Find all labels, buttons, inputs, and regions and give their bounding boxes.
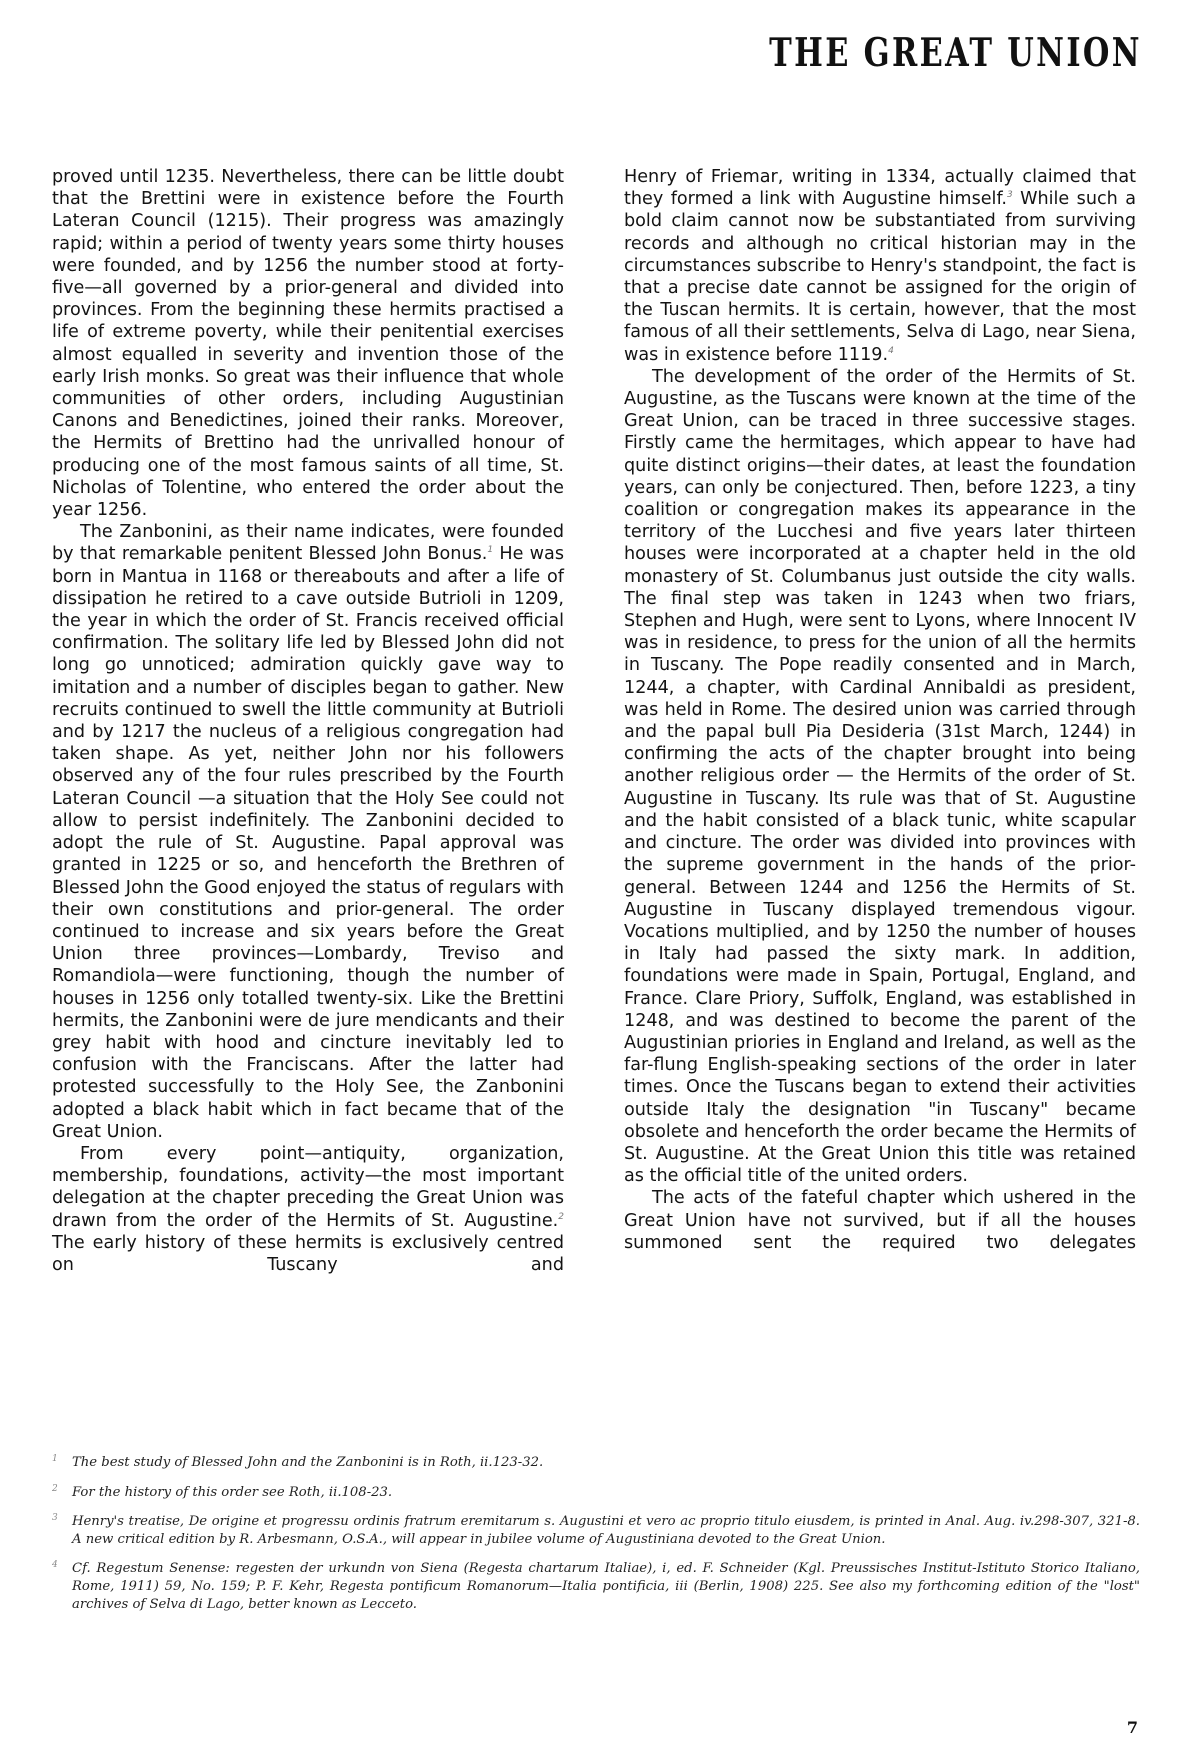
paragraph-text: The acts of the fateful chapter which ushered in the Great Union have not survived, but if all the houses summoned sent the required two delegates — [624, 1188, 1136, 1253]
footnote — [52, 1560, 1140, 1613]
footnote-text: For the history of this order see Roth, ii.108-23. — [72, 1484, 393, 1500]
footnote — [52, 1454, 1140, 1472]
footnote — [52, 1484, 1140, 1502]
footnote-mark: 1 — [52, 1454, 58, 1464]
footnote-text: Cf. Regestum Senense: regesten der urkundn von Siena (Regesta chartarum Italiae), i, ed. F. Schneider (Kgl. Preussisches Institut-Istituto Storico Italiano, Rome, 1911) 59, No. 159; P. F. Kehr, Regesta pontificum Romanorum—Italia pontificia, iii (Berlin, 1908) 225. See also my forthcoming edition of the "lost" archives of Selva di Lago, better known as Lecceto. — [72, 1561, 1140, 1612]
footnote-mark: 2 — [52, 1483, 58, 1494]
footnote-reference: 4 — [888, 345, 894, 356]
paragraph — [52, 166, 564, 521]
paragraph-text: While such a bold claim cannot now be substantiated from surviving records and although no critical historian may in the circumstances subscribe to Henry's standpoint, the fact is that a precise date cannot be assigned for the origin of the Tuscan hermits. It is certain, however, that the most famous of all their settlements, Selva di Lago, near Siena, was in existence before 1119. — [624, 189, 1136, 365]
paragraph — [52, 1143, 564, 1276]
footnote-reference: 2 — [558, 1211, 564, 1222]
paragraph — [624, 166, 1136, 366]
footnote-mark: 4 — [52, 1560, 58, 1571]
footnote-text: Henry's treatise, De origine et progressu ordinis fratrum eremitarum s. Augustini et vero ac proprio titulo eiusdem, is printed in Anal. Aug. iv.298-307, 321-8. A new critical edition by R. Arbesmann, O.S.A., will appear in jubilee volume of Augustiniana devoted to the Great Union. — [72, 1514, 1140, 1547]
paragraph-text: The development of the order of the Hermits of St. Augustine, as the Tuscans were known at the time of the Great Union, can be traced in three successive stages. Firstly came the hermitages, which appear to have had quite distinct origins—their dates, at least the foundation years, can only be conjectured. Then, before 1223, a tiny coalition or congregation makes its appearance in the territory of the Lucchesi and five years later thirteen houses were incorporated at a chapter held in the old monastery of St. Columbanus just outside the city walls. The final step was taken in 1243 when two friars, Stephen and Hugh, were sent to Lyons, where Innocent IV was in residence, to press for the union of all the hermits in Tuscany. The Pope readily consented and in March, 1244, a chapter, with Cardinal Annibaldi as president, was held in Rome. The desired union was carried through and the papal bull Pia Desideria (31st March, 1244) in confirming the acts of the chapter brought into being another religious order — the Hermits of the order of St. Augustine in Tuscany. Its rule was that of St. Augustine and the habit consisted of a black tunic, white scapular and cincture. The order was divided into provinces with the supreme government in the hands of the prior-general. Between 1244 and 1256 the Hermits of St. Augustine in Tuscany displayed tremendous vigour. Vocations multiplied, and by 1250 the number of houses in Italy had passed the sixty mark. In addition, foundations were made in Spain, Portugal, England, and France. Clare Priory, Suffolk, England, was established in 1248, and was destined to become the parent of the Augustinian priories in England and Ireland, as well as the far-flung English-speaking sections of the order in later times. Once the Tuscans began to extend their activities outside Italy the designation "in Tuscany" became obsolete and henceforth the order became the Hermits of St. Augustine. At the Great Union this title was retained as the official title of the united orders. — [624, 366, 1136, 1187]
footnote-text: The best study of Blessed John and the Zanbonini is in Roth, ii.123-32. — [72, 1455, 544, 1470]
paragraph — [52, 521, 564, 1143]
footnote-reference: 3 — [1006, 190, 1013, 201]
footnote — [52, 1513, 1140, 1548]
paragraph-text: The Zanbonini, as their name indicates, were founded by that remarkable penitent Blessed John Bonus. — [52, 522, 564, 565]
paragraph — [624, 366, 1136, 1188]
paragraph-text: He was born in Mantua in 1168 or thereabouts and after a life of dissipation he retired to a cave outside Butrioli in 1209, the year in which the order of St. Francis received official confirmation. The solitary life led by Blessed John did not long go unnoticed; admiration quickly gave way to imitation and a number of disciples began to gather. New recruits continued to swell the little community at Butrioli and by 1217 the nucleus of a religious congregation had taken shape. As yet, neither John nor his followers observed any of the four rules prescribed by the Fourth Lateran Council —a situation that the Holy See could not allow to persist indefinitely. The Zanbonini decided to adopt the rule of St. Augustine. Papal approval was granted in 1225 or so, and henceforth the Brethren of Blessed John the Good enjoyed the status of regulars with their own constitutions and prior-general. The order continued to increase and six years before the Great Union three provinces—Lombardy, Treviso and Romandiola—were functioning, though the number of houses in 1256 only totalled twenty-six. Like the Brettini hermits, the Zanbonini were de jure mendicants and their grey habit with hood and cincture inevitably led to confusion with the Franciscans. After the latter had protested successfully to the Holy See, the Zanbonini adopted a black habit which in fact became that of the Great Union. — [52, 544, 565, 1142]
footnotes — [52, 1454, 1140, 1625]
footnote-reference: 1 — [487, 545, 494, 556]
left-column — [52, 166, 564, 1276]
right-column — [624, 166, 1136, 1254]
paragraph — [624, 1187, 1136, 1254]
paragraph-text: The early history of these hermits is exclusively centred on Tuscany and — [52, 1232, 564, 1275]
paragraph-text: From every point—antiquity, organization, membership, foundations, activity—the most important delegation at the chapter preceding the Great Union was drawn from the order of the Hermits of St. Augustine. — [52, 1143, 564, 1231]
paragraph-text: Henry of Friemar, writing in 1334, actually claimed that they formed a link with Augustine himself. — [624, 167, 1136, 210]
page-number: 7 — [1126, 1718, 1138, 1737]
running-head: THE GREAT UNION — [769, 30, 1142, 76]
paragraph-text: proved until 1235. Nevertheless, there can be little doubt that the Brettini were in existence before the Fourth Lateran Council (1215). Their progress was amazingly rapid; within a period of twenty years some thirty houses were founded, and by 1256 the number stood at forty-five—all governed by a prior-general and divided into provinces. From the beginning these hermits practised a life of extreme poverty, while their penitential exercises almost equalled in severity and invention those of the early Irish monks. So great was their influence that whole communities of other orders, including Augustinian Canons and Benedictines, joined their ranks. Moreover, the Hermits of Brettino had the unrivalled honour of producing one of the most famous saints of all time, St. Nicholas of Tolentine, who entered the order about the year 1256. — [52, 167, 564, 521]
footnote-mark: 3 — [52, 1513, 58, 1524]
